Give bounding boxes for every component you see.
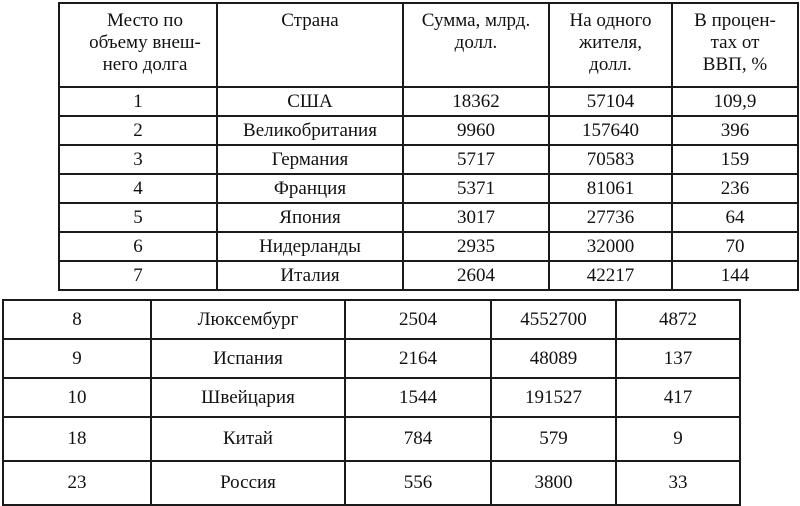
gdp-pct-cell: 137 xyxy=(616,339,740,378)
rank-cell: 5 xyxy=(59,203,217,232)
table-row xyxy=(59,145,798,174)
debt-table-top-body xyxy=(59,87,798,290)
rank-cell: 6 xyxy=(59,232,217,261)
rank-cell: 23 xyxy=(3,461,151,505)
sum-cell: 9960 xyxy=(403,116,549,145)
table-row xyxy=(3,339,740,378)
header-sum-label: Сумма, млрд. долл. xyxy=(421,10,531,53)
debt-table-top xyxy=(58,2,799,291)
sum-cell: 5371 xyxy=(403,174,549,203)
country-cell: Люксембург xyxy=(151,300,345,339)
rank-cell: 8 xyxy=(3,300,151,339)
per-capita-cell: 32000 xyxy=(549,232,672,261)
sum-cell: 2504 xyxy=(345,300,491,339)
country-cell: Швейцария xyxy=(151,378,345,417)
rank-cell: 1 xyxy=(59,87,217,116)
country-cell: Нидерланды xyxy=(217,232,403,261)
table-row xyxy=(3,378,740,417)
header-per-capita-label: На одного жителя, долл. xyxy=(569,10,652,75)
country-cell: Германия xyxy=(217,145,403,174)
header-sum xyxy=(403,3,549,87)
rank-cell: 7 xyxy=(59,261,217,290)
header-country-label: Страна xyxy=(281,10,339,31)
gdp-pct-cell: 417 xyxy=(616,378,740,417)
country-cell: США xyxy=(217,87,403,116)
sum-cell: 5717 xyxy=(403,145,549,174)
gdp-pct-cell: 396 xyxy=(672,116,798,145)
header-per-capita xyxy=(549,3,672,87)
table-row xyxy=(3,300,740,339)
sum-cell: 3017 xyxy=(403,203,549,232)
table-row xyxy=(59,232,798,261)
gdp-pct-cell: 33 xyxy=(616,461,740,505)
per-capita-cell: 191527 xyxy=(491,378,616,417)
debt-table-bottom-body xyxy=(3,300,740,505)
gdp-pct-cell: 109,9 xyxy=(672,87,798,116)
table-row xyxy=(59,116,798,145)
header-gdp-pct xyxy=(672,3,798,87)
sum-cell: 2604 xyxy=(403,261,549,290)
country-cell: Великобритания xyxy=(217,116,403,145)
country-cell: Франция xyxy=(217,174,403,203)
header-gdp-pct-label: В процен-тах от ВВП, % xyxy=(694,10,776,75)
table-row xyxy=(3,461,740,505)
rank-cell: 4 xyxy=(59,174,217,203)
per-capita-cell: 57104 xyxy=(549,87,672,116)
table-row xyxy=(3,417,740,461)
header-country xyxy=(217,3,403,87)
header-rank xyxy=(59,3,217,87)
gdp-pct-cell: 70 xyxy=(672,232,798,261)
table-row xyxy=(59,87,798,116)
table-row xyxy=(59,261,798,290)
per-capita-cell: 4552700 xyxy=(491,300,616,339)
table-row xyxy=(59,203,798,232)
gdp-pct-cell: 159 xyxy=(672,145,798,174)
per-capita-cell: 81061 xyxy=(549,174,672,203)
header-rank-label: Место по объему внеш-него долга xyxy=(89,10,201,75)
country-cell: Россия xyxy=(151,461,345,505)
per-capita-cell: 579 xyxy=(491,417,616,461)
gdp-pct-cell: 4872 xyxy=(616,300,740,339)
debt-table-bottom xyxy=(2,299,741,506)
per-capita-cell: 157640 xyxy=(549,116,672,145)
rank-cell: 9 xyxy=(3,339,151,378)
sum-cell: 2164 xyxy=(345,339,491,378)
per-capita-cell: 70583 xyxy=(549,145,672,174)
per-capita-cell: 3800 xyxy=(491,461,616,505)
sum-cell: 18362 xyxy=(403,87,549,116)
sum-cell: 1544 xyxy=(345,378,491,417)
rank-cell: 3 xyxy=(59,145,217,174)
gdp-pct-cell: 144 xyxy=(672,261,798,290)
per-capita-cell: 42217 xyxy=(549,261,672,290)
header-row xyxy=(59,3,798,87)
per-capita-cell: 27736 xyxy=(549,203,672,232)
rank-cell: 10 xyxy=(3,378,151,417)
sum-cell: 556 xyxy=(345,461,491,505)
country-cell: Италия xyxy=(217,261,403,290)
gdp-pct-cell: 236 xyxy=(672,174,798,203)
country-cell: Испания xyxy=(151,339,345,378)
sum-cell: 784 xyxy=(345,417,491,461)
country-cell: Китай xyxy=(151,417,345,461)
gdp-pct-cell: 64 xyxy=(672,203,798,232)
gdp-pct-cell: 9 xyxy=(616,417,740,461)
rank-cell: 18 xyxy=(3,417,151,461)
table-row xyxy=(59,174,798,203)
country-cell: Япония xyxy=(217,203,403,232)
rank-cell: 2 xyxy=(59,116,217,145)
sum-cell: 2935 xyxy=(403,232,549,261)
per-capita-cell: 48089 xyxy=(491,339,616,378)
